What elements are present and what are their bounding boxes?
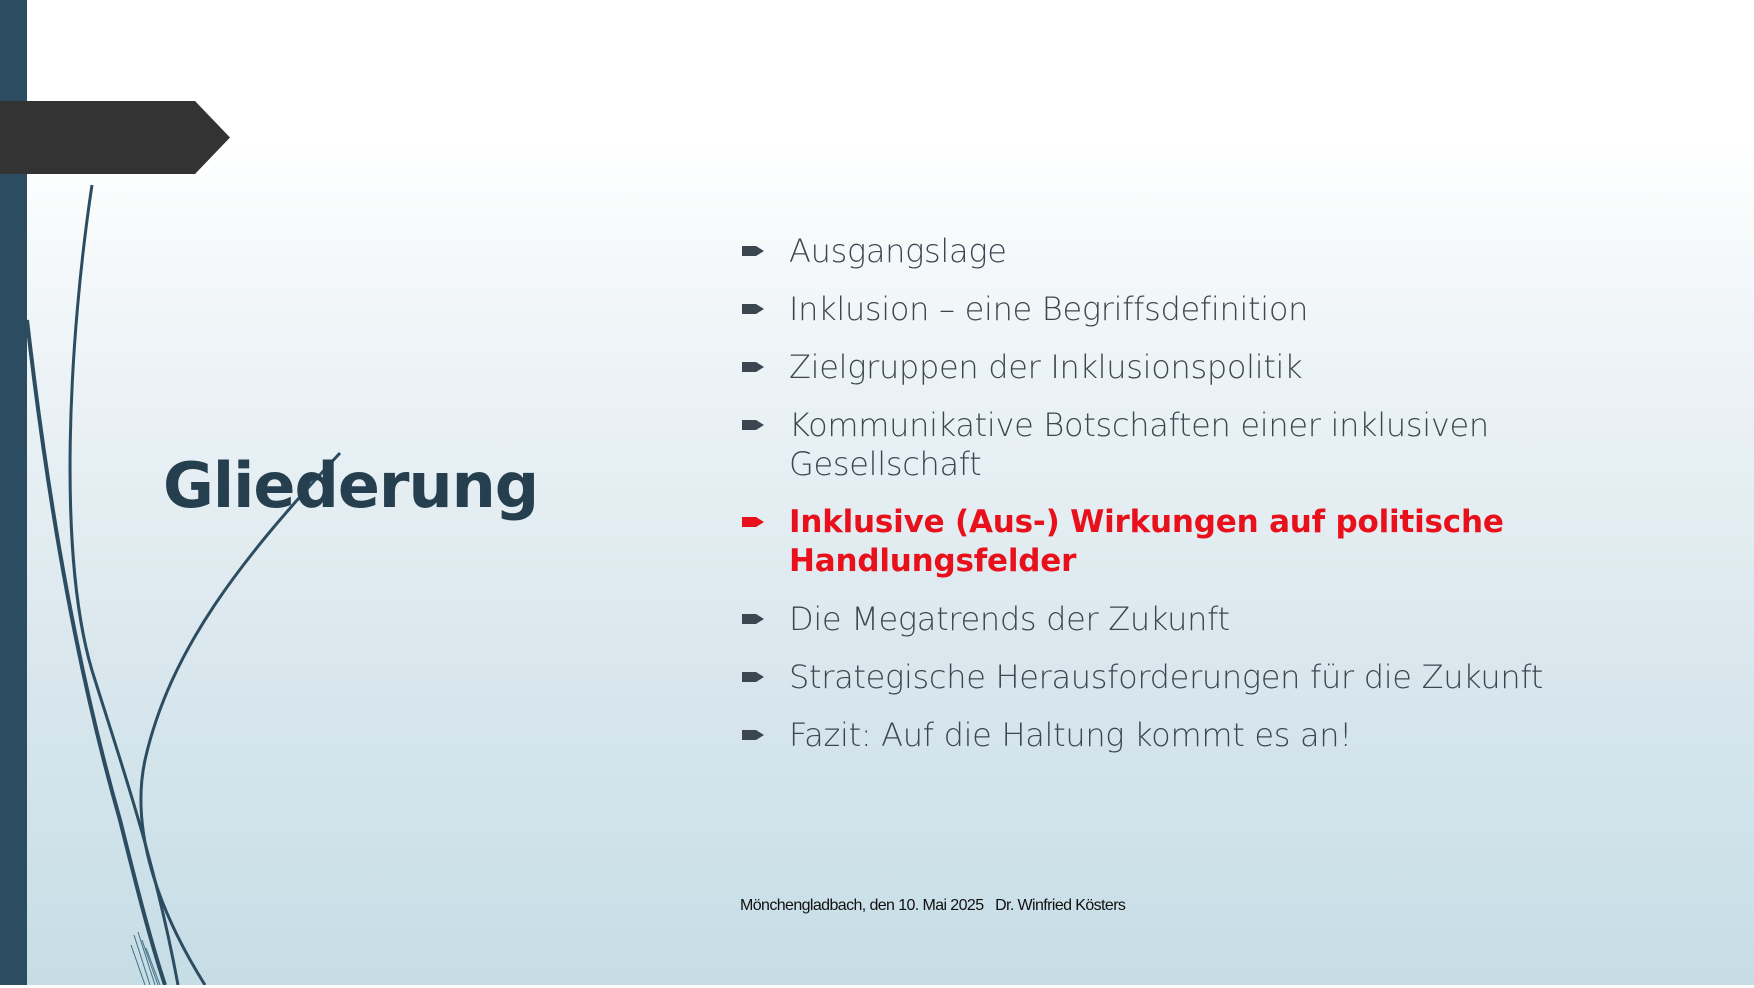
- arrow-right-bullet-icon: [742, 359, 766, 375]
- outline-item: Ausgangslage: [740, 232, 1620, 271]
- title-tab-arrow: [0, 101, 230, 174]
- footer-author: Dr. Winfried Kösters: [995, 897, 1126, 914]
- outline-item: Inklusion – eine Begriffsdefinition: [740, 290, 1620, 329]
- outline-item: Kommunikative Botschaften einer inklusiven Gesellschaft: [740, 406, 1620, 484]
- footer-place-date: Mönchengladbach, den 10. Mai 2025: [740, 897, 984, 914]
- arrow-right-bullet-icon: [742, 514, 766, 530]
- outline-item-highlighted: Inklusive (Aus-) Wirkungen auf politische Handlungsfelder: [740, 503, 1620, 581]
- arrow-right-bullet-icon: [742, 669, 766, 685]
- arrow-right-bullet-icon: [742, 611, 766, 627]
- outline-item: Zielgruppen der Inklusionspolitik: [740, 348, 1620, 387]
- slide-title: Gliederung: [163, 449, 539, 522]
- outline-item: Die Megatrends der Zukunft: [740, 600, 1620, 639]
- arrow-right-bullet-icon: [742, 301, 766, 317]
- arrow-right-bullet-icon: [742, 727, 766, 743]
- outline-list: [740, 232, 1620, 774]
- outline-item: Strategische Herausforderungen für die Zukunft: [740, 658, 1620, 697]
- arrow-right-bullet-icon: [742, 417, 766, 433]
- outline-item: Fazit: Auf die Haltung kommt es an!: [740, 716, 1620, 755]
- arrow-right-bullet-icon: [742, 243, 766, 259]
- slide-footer: [740, 897, 1125, 915]
